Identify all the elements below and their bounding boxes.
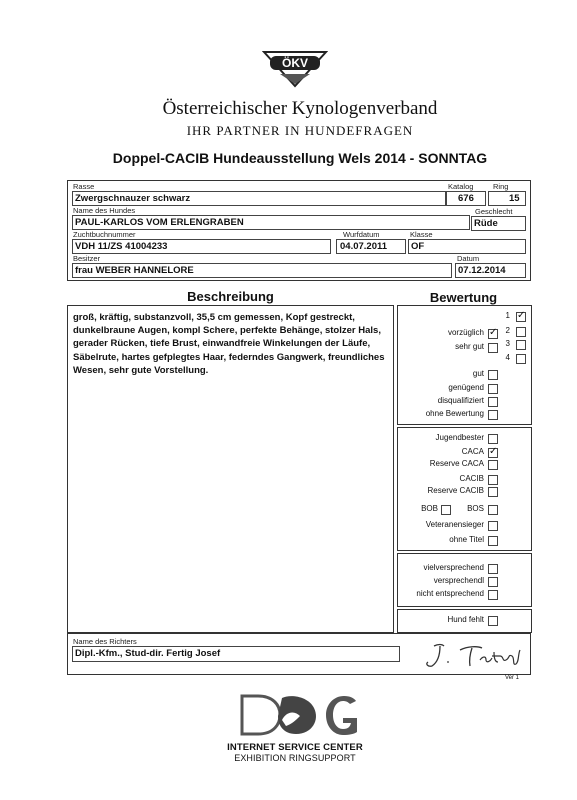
org-tagline: IHR PARTNER IN HUNDEFRAGEN xyxy=(186,123,414,138)
footer-line2: EXHIBITION RINGSUPPORT xyxy=(234,753,356,763)
katalog-value: 676 xyxy=(458,193,474,204)
puppy-label-vielversprechend: vielversprechend xyxy=(423,563,484,572)
signature xyxy=(420,640,530,670)
ring-value: 15 xyxy=(509,193,520,204)
grade-checkbox-ohne-bewertung[interactable] xyxy=(488,410,498,420)
klasse-field xyxy=(408,239,526,254)
page-title: Doppel-CACIB Hundeausstellung Wels 2014 - SONNTAG xyxy=(112,150,488,166)
title-checkbox-cacib[interactable] xyxy=(488,475,498,485)
title-label-veteranensieger: Veteranensieger xyxy=(425,520,484,529)
grade-checkbox-vorzueglich[interactable] xyxy=(488,329,498,339)
grade-label-disqualifiziert: disqualifiziert xyxy=(437,396,484,405)
puppy-checkbox-vielversprechend[interactable] xyxy=(488,564,498,574)
ring-field xyxy=(488,191,526,206)
ring-label: Ring xyxy=(493,182,509,191)
title-label-reserve-caca: Reserve CACA xyxy=(429,459,484,468)
puppy-checkbox-nicht-entsprechend[interactable] xyxy=(488,590,498,600)
wurfdatum-value: 04.07.2011 xyxy=(340,241,388,252)
title-checkbox-bob[interactable] xyxy=(441,505,451,515)
missing-label: Hund fehlt xyxy=(447,615,484,624)
title-label-reserve-cacib: Reserve CACIB xyxy=(427,486,484,495)
title-checkbox-reserve-caca[interactable] xyxy=(488,460,498,470)
rank-label-1: 1 xyxy=(505,311,510,320)
rasse-value: Zwergschnauzer schwarz xyxy=(75,193,191,204)
dog-logo xyxy=(230,690,365,740)
wurfdatum-label: Wurfdatum xyxy=(343,230,380,239)
datum-label: Datum xyxy=(457,254,480,263)
version-label: Ver 1 xyxy=(505,675,520,681)
puppy-checkbox-versprechend[interactable] xyxy=(488,577,498,587)
title-label-caca: CACA xyxy=(461,447,484,456)
grade-checkbox-disqualifiziert[interactable] xyxy=(488,397,498,407)
title-label-bob: BOB xyxy=(421,504,438,513)
title-checkbox-bos[interactable] xyxy=(488,505,498,515)
title-checkbox-caca[interactable] xyxy=(488,448,498,458)
grade-box xyxy=(397,305,532,425)
rank-checkbox-3[interactable] xyxy=(516,340,526,350)
bewertung-heading: Bewertung xyxy=(429,290,498,305)
grade-label-sehr-gut: sehr gut xyxy=(455,342,484,351)
footer-line1: INTERNET SERVICE CENTER xyxy=(227,742,363,753)
zuchtbuch-value: VDH 11/ZS 41004233 xyxy=(75,241,168,252)
grade-checkbox-sehr-gut[interactable] xyxy=(488,343,498,353)
katalog-label: Katalog xyxy=(448,182,474,191)
rank-label-2: 2 xyxy=(505,326,510,335)
rank-checkbox-1[interactable] xyxy=(516,312,526,322)
besitzer-value: frau WEBER HANNELORE xyxy=(75,265,194,276)
org-name: Österreichischer Kynologenverband xyxy=(162,98,438,119)
svg-text:ÖKV: ÖKV xyxy=(281,56,309,70)
judge-label: Name des Richters xyxy=(73,637,137,646)
grade-label-vorzueglich: vorzüglich xyxy=(447,328,484,337)
missing-checkbox[interactable] xyxy=(488,616,498,626)
beschreibung-heading: Beschreibung xyxy=(187,289,274,304)
rank-checkbox-2[interactable] xyxy=(516,327,526,337)
title-label-cacib: CACIB xyxy=(459,474,484,483)
rank-checkbox-4[interactable] xyxy=(516,354,526,364)
puppy-label-versprechend: versprechendl xyxy=(433,576,484,585)
grade-checkbox-gut[interactable] xyxy=(488,370,498,380)
grade-label-genuegend: genügend xyxy=(448,383,484,392)
zuchtbuch-label: Zuchtbuchnummer xyxy=(73,230,136,239)
title-checkbox-ohne-titel[interactable] xyxy=(488,536,498,546)
name-value: PAUL-KARLOS VOM ERLENGRABEN xyxy=(75,217,244,228)
grade-label-ohne-bewertung: ohne Bewertung xyxy=(425,409,484,418)
geschlecht-value: Rüde xyxy=(474,218,498,229)
grade-label-gut: gut xyxy=(472,369,484,378)
puppy-label-nicht-entsprechend: nicht entsprechend xyxy=(416,589,484,598)
title-checkbox-jugendbester[interactable] xyxy=(488,434,498,444)
datum-value: 07.12.2014 xyxy=(458,265,506,276)
grade-checkbox-genuegend[interactable] xyxy=(488,384,498,394)
judge-name: Dipl.-Kfm., Stud-dir. Fertig Josef xyxy=(75,648,221,659)
title-label-jugendbester: Jugendbester xyxy=(435,433,484,442)
name-label: Name des Hundes xyxy=(73,206,136,215)
rank-label-3: 3 xyxy=(505,339,510,348)
besitzer-label: Besitzer xyxy=(73,254,101,263)
rank-label-4: 4 xyxy=(505,353,510,362)
geschlecht-label: Geschlecht xyxy=(475,207,513,216)
beschreibung-text: groß, kräftig, substanzvoll, 35,5 cm gemessen, Kopf gestreckt, dunkelbraune Augen, kompl Schere, perfekte Behänge, stolzer Hals, gerader Rücken, tiefe Brust, einwandfreie Winkelungen der Läufe, Säbelrute, hartes gefplegtes Haar, federndes Gangwerk, freundliches Wesen, sehr gute Vorstellung. xyxy=(73,312,385,376)
klasse-value: OF xyxy=(411,241,425,252)
title-checkbox-reserve-cacib[interactable] xyxy=(488,487,498,497)
rasse-label: Rasse xyxy=(73,182,95,191)
title-label-bos: BOS xyxy=(467,504,484,513)
okv-logo xyxy=(262,50,328,88)
klasse-label: Klasse xyxy=(410,230,433,239)
title-checkbox-veteranensieger[interactable] xyxy=(488,521,498,531)
title-label-ohne-titel: ohne Titel xyxy=(449,535,484,544)
